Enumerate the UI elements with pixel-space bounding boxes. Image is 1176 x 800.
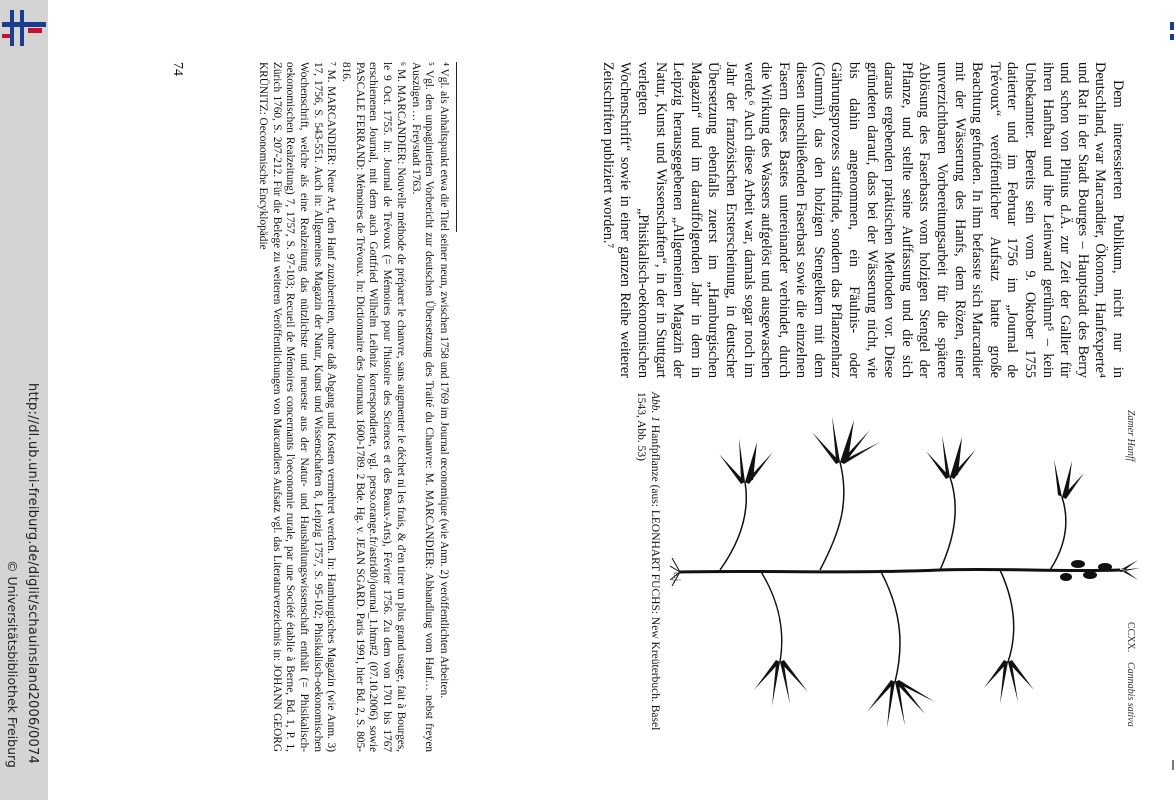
body-paragraph: Dem interessierten Publikum, nicht nur in Deutschland, war Marcandier, Ökonom, Hanfexperte⁴ und Rat in der Stadt Bourges – Hauptstadt des Berry und schon von Plinius d.Ä. zur Zeit der Gallier für ihren Hanfbau und ihre Leinwand gerühmt⁵ – kein Unbekannter. Bereits sein vom 9. Oktober 1755 datierter und im Februar 1756 im „Journal de Trévoux“ veröffentlicher Aufsatz hatte große Beachtung gefunden. In ihm befasste sich Marcandier mit der Wässerung des Hanfs, dem Rözen, einer unverzichtbaren Vorbereitungsarbeit für die spätere Ablösung des Faserbasts vom holzigen Stengel der Pflanze, und stellte seine Auffassung und die sich daraus ergebenden praktischen Methoden vor. Diese gründeten darauf, dass bei der Wässerung nicht, wie bis dahin angenommen, ein Fäulnis- oder Gährungsprozess stattfinde, sondern das Pflanzenharz (Gummi), das den holzigen Stengelkern mit dem diesen umschließenden Faserbast sowie die einzelnen Fasern dieses Bastes untereinander verbindet, durch die Wirkung des Wassers aufgelöst und ausgewaschen werde.⁶ Auch diese Arbeit war, damals sogar noch im Jahr der französischen Ersterscheinung, in deutscher Übersetzung ebenfalls zuerst im „Hamburgischen Magazin“ und im darauffolgenden Jahr in dem in Leipzig herausgegebenen „Allgemeinen Magazin der Natur, Kunst und Wissenschaften“, in der in Stuttgart verlegten „Phisikalisch-oekonomischen Wochenschrift“ sowie in einer ganzen Reihe weiterer Zeitschriften publiziert worden.⁷ (599, 62, 1126, 378)
german-plant-label: Zamer Hanff (1125, 410, 1136, 462)
footnotes (254, 62, 450, 752)
footnote-5: ⁵ Vgl. den unpaginierten Vorbericht zur deutschen Übersetzung des Traité du Chanvre: M. MARCANDIER: Abhandlung vom Hanf… nebst freyen Auszügen … Freystadt 1763. (409, 62, 436, 752)
source-url[interactable]: http://dl.ub.uni-freiburg.de/diglit/schauinsland2006/0074 (25, 383, 40, 764)
page-number: 74 (170, 62, 185, 76)
caption-label: Abb. 1 (649, 392, 661, 423)
viewer-side-strip (0, 0, 48, 800)
rotated-page-content (140, 62, 1140, 752)
latin-plant-name: Cannabis sativa (1125, 662, 1136, 727)
copyright-notice: © Universitätsbibliothek Freiburg (5, 560, 20, 768)
caption-text: Hanfpflanze (aus: LEONHART FUCHS: New Kreüterbuch. Basel 1543, Abb. 53) (635, 392, 661, 731)
hemp-plant-figure (670, 392, 1140, 752)
footnote-rule (456, 62, 457, 232)
library-logo-icon (2, 8, 46, 48)
footnote-4: ⁴ Vgl. als Anhaltspunkt etwa die Titel seiner neun, zwischen 1758 und 1769 im Journal œconomique (wie Anm. 2) veröffentlichten Arbeiten. (438, 62, 450, 699)
figure-number-mark: b.j. (672, 572, 682, 584)
body-text-column (598, 62, 1126, 378)
scanned-page (48, 0, 1176, 800)
footnote-6: ⁶ M. MARCANDIER: Nouvelle méthode de préparer le chanvre, sans augmenter le déchet ni les frais, & d'en tirer un plus grand usage, fait à Bourges, le 9 Oct. 1755. In: Journal de Trévoux (= Mémoires pour l'histoire des Sciences et des Beaux-Arts), Février 1756. Zu dem von 1701 bis 1767 erschienenen Journal, mit dem auch Gottfried Wilhelm Leibniz korrespondierte, vgl. perso.orange.fr/astrid0/journal_1.htm#2 (07.10.2006) sowie PASCALE FERRAND: Mémoires de Trévoux. In: Dictionnaire des Journaux 1600-1789. 2 Bde. Hg. v. JEAN SGARD. Paris 1991, hier Bd. 2, S. 805-816. (340, 62, 407, 752)
plate-number: CCXX. (1125, 622, 1136, 653)
footnote-7: ⁷ M. MARCANDIER: Neue Art, den Hanf zuzubereiten, ohne daß Abgang und Kosten vermehret werden. In: Hamburgisches Magazin (wie Anm. 3) 17, 1756, S. 543-551. Auch in: Allgemeines Magazin der Natur, Kunst und Wissenschaften 8, Leipzig 1757, S. 95-102; Phisikalisch-oekonomischen Wochenschrift, welche als eine Realzeitung das nützlichste und neueste aus der Natur- und Haushaltungswissenschaft enthält (= Phisikalisch-oekonomischen Realzeitung) 7, 1757, S. 97-103; Recueil de Mémoires concernants l'oeconomie rurale, par une Société établie à Berne, Bd. 1, P. 1, Zürich 1760, S. 207-212. Für die Belege zu weiteren Veröffentlichungen von Marcandiers Aufsatz vgl. das Literaturverzeichnis in: JOHANN GEORG KRÜNITZ: Oeconomische Encyklopädie (256, 62, 338, 752)
figure-caption (634, 392, 662, 752)
hemp-plant-illustration (670, 392, 1140, 752)
